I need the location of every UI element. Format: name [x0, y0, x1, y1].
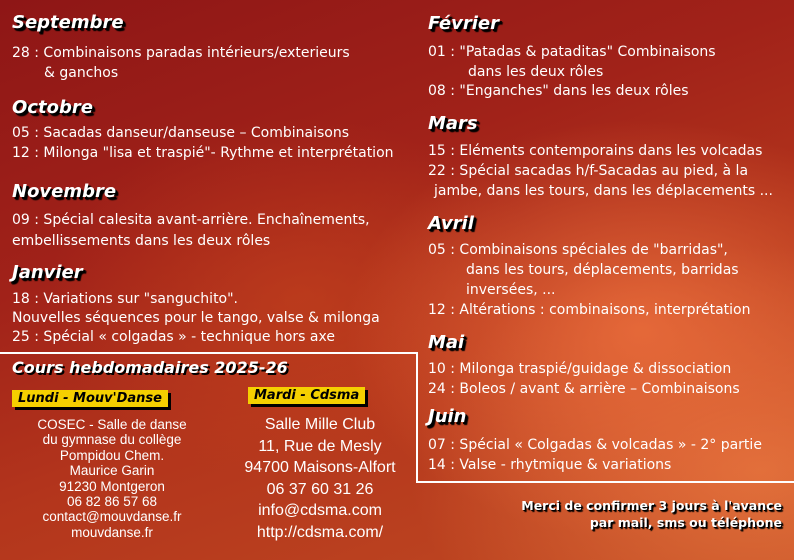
- schedule-line: 10 : Milonga traspié/guidage & dissociation: [428, 361, 732, 377]
- section-divider-horizontal: [0, 352, 417, 354]
- venue2-website[interactable]: http://cdsma.com/: [256, 523, 384, 541]
- schedule-line: 14 : Valse - rhytmique & variations: [428, 457, 672, 473]
- venue2-line: 11, Rue de Mesly: [258, 437, 382, 455]
- venue1-line: COSEC - Salle de danse: [37, 417, 187, 432]
- cours-title: Cours hebdomadaires 2025-26: [12, 358, 288, 377]
- schedule-line: 01 : "Patadas & pataditas" Combinaisons: [428, 44, 716, 60]
- note-divider-horizontal: [416, 481, 794, 483]
- month-heading-mai: Mai: [428, 332, 465, 353]
- venue2-line: 94700 Maisons-Alfort: [244, 459, 396, 476]
- venue1-website[interactable]: mouvdanse.fr: [71, 524, 153, 540]
- month-heading-fevrier: Février: [428, 13, 499, 34]
- schedule-line: 07 : Spécial « Colgadas & volcadas » - 2° partie: [428, 437, 762, 453]
- venue1-line: 91230 Montgeron: [59, 478, 165, 494]
- venue2-line: Salle Mille Club: [264, 416, 376, 433]
- confirmation-note: [521, 497, 782, 531]
- schedule-line: & ganchos: [44, 65, 119, 81]
- month-heading-juin: Juin: [428, 406, 467, 427]
- section-divider-vertical: [416, 352, 418, 482]
- venue1-phone: 06 82 86 57 68: [66, 494, 158, 510]
- month-heading-novembre: Novembre: [12, 181, 117, 202]
- month-heading-octobre: Octobre: [12, 97, 93, 118]
- schedule-line: embellissements dans les deux rôles: [12, 233, 271, 249]
- schedule-line: 05 : Combinaisons spéciales de "barridas",: [428, 242, 728, 258]
- schedule-line: dans les tours, déplacements, barridas: [466, 262, 739, 278]
- venue1-line: Pompidou Chem.: [59, 447, 165, 463]
- month-heading-janvier: Janvier: [12, 262, 83, 283]
- month-heading-avril: Avril: [428, 213, 474, 234]
- schedule-line: 09 : Spécial calesita avant-arrière. Enchaînements,: [12, 212, 370, 228]
- venue1-line: du gymnase du collège: [42, 432, 182, 448]
- schedule-line: 12 : Altérations : combinaisons, interprétation: [428, 302, 751, 318]
- schedule-line: dans les deux rôles: [468, 64, 604, 80]
- schedule-line: 12 : Milonga "lisa et traspié"- Rythme et interprétation: [12, 145, 394, 161]
- schedule-line: 24 : Boleos / avant & arrière – Combinaisons: [428, 381, 740, 397]
- schedule-line: 28 : Combinaisons paradas intérieurs/exterieurs: [12, 45, 350, 61]
- note-line: par mail, sms ou téléphone: [589, 515, 782, 530]
- venue1-address: [12, 417, 212, 540]
- venue2-phone: 06 37 60 31 26: [266, 480, 374, 498]
- venue1-badge: Lundi - Mouv'Danse: [12, 390, 168, 407]
- schedule-line: 22 : Spécial sacadas h/f-Sacadas au pied, à la: [428, 163, 749, 179]
- schedule-line: 18 : Variations sur "sanguchito".: [12, 291, 239, 307]
- schedule-line: 05 : Sacadas danseur/danseuse – Combinaisons: [12, 125, 350, 141]
- venue2-address: [225, 414, 415, 543]
- month-heading-septembre: Septembre: [12, 12, 124, 33]
- venue2-email[interactable]: info@cdsma.com: [258, 502, 382, 519]
- schedule-line: 08 : "Enganches" dans les deux rôles: [428, 83, 689, 99]
- note-line: Merci de confirmer 3 jours à l'avance: [521, 498, 782, 513]
- schedule-line: 15 : Eléments contemporains dans les volcadas: [428, 143, 763, 159]
- schedule-line: 25 : Spécial « colgadas » - technique hors axe: [12, 329, 335, 345]
- schedule-line: jambe, dans les tours, dans les déplacements ...: [434, 183, 773, 199]
- venue2-badge: Mardi - Cdsma: [248, 387, 365, 404]
- venue1-line: Maurice Garin: [69, 463, 155, 479]
- schedule-line: Nouvelles séquences pour le tango, valse & milonga: [12, 310, 380, 326]
- venue1-email[interactable]: contact@mouvdanse.fr: [42, 509, 182, 525]
- schedule-line: inversées, ...: [466, 282, 556, 298]
- month-heading-mars: Mars: [428, 113, 478, 134]
